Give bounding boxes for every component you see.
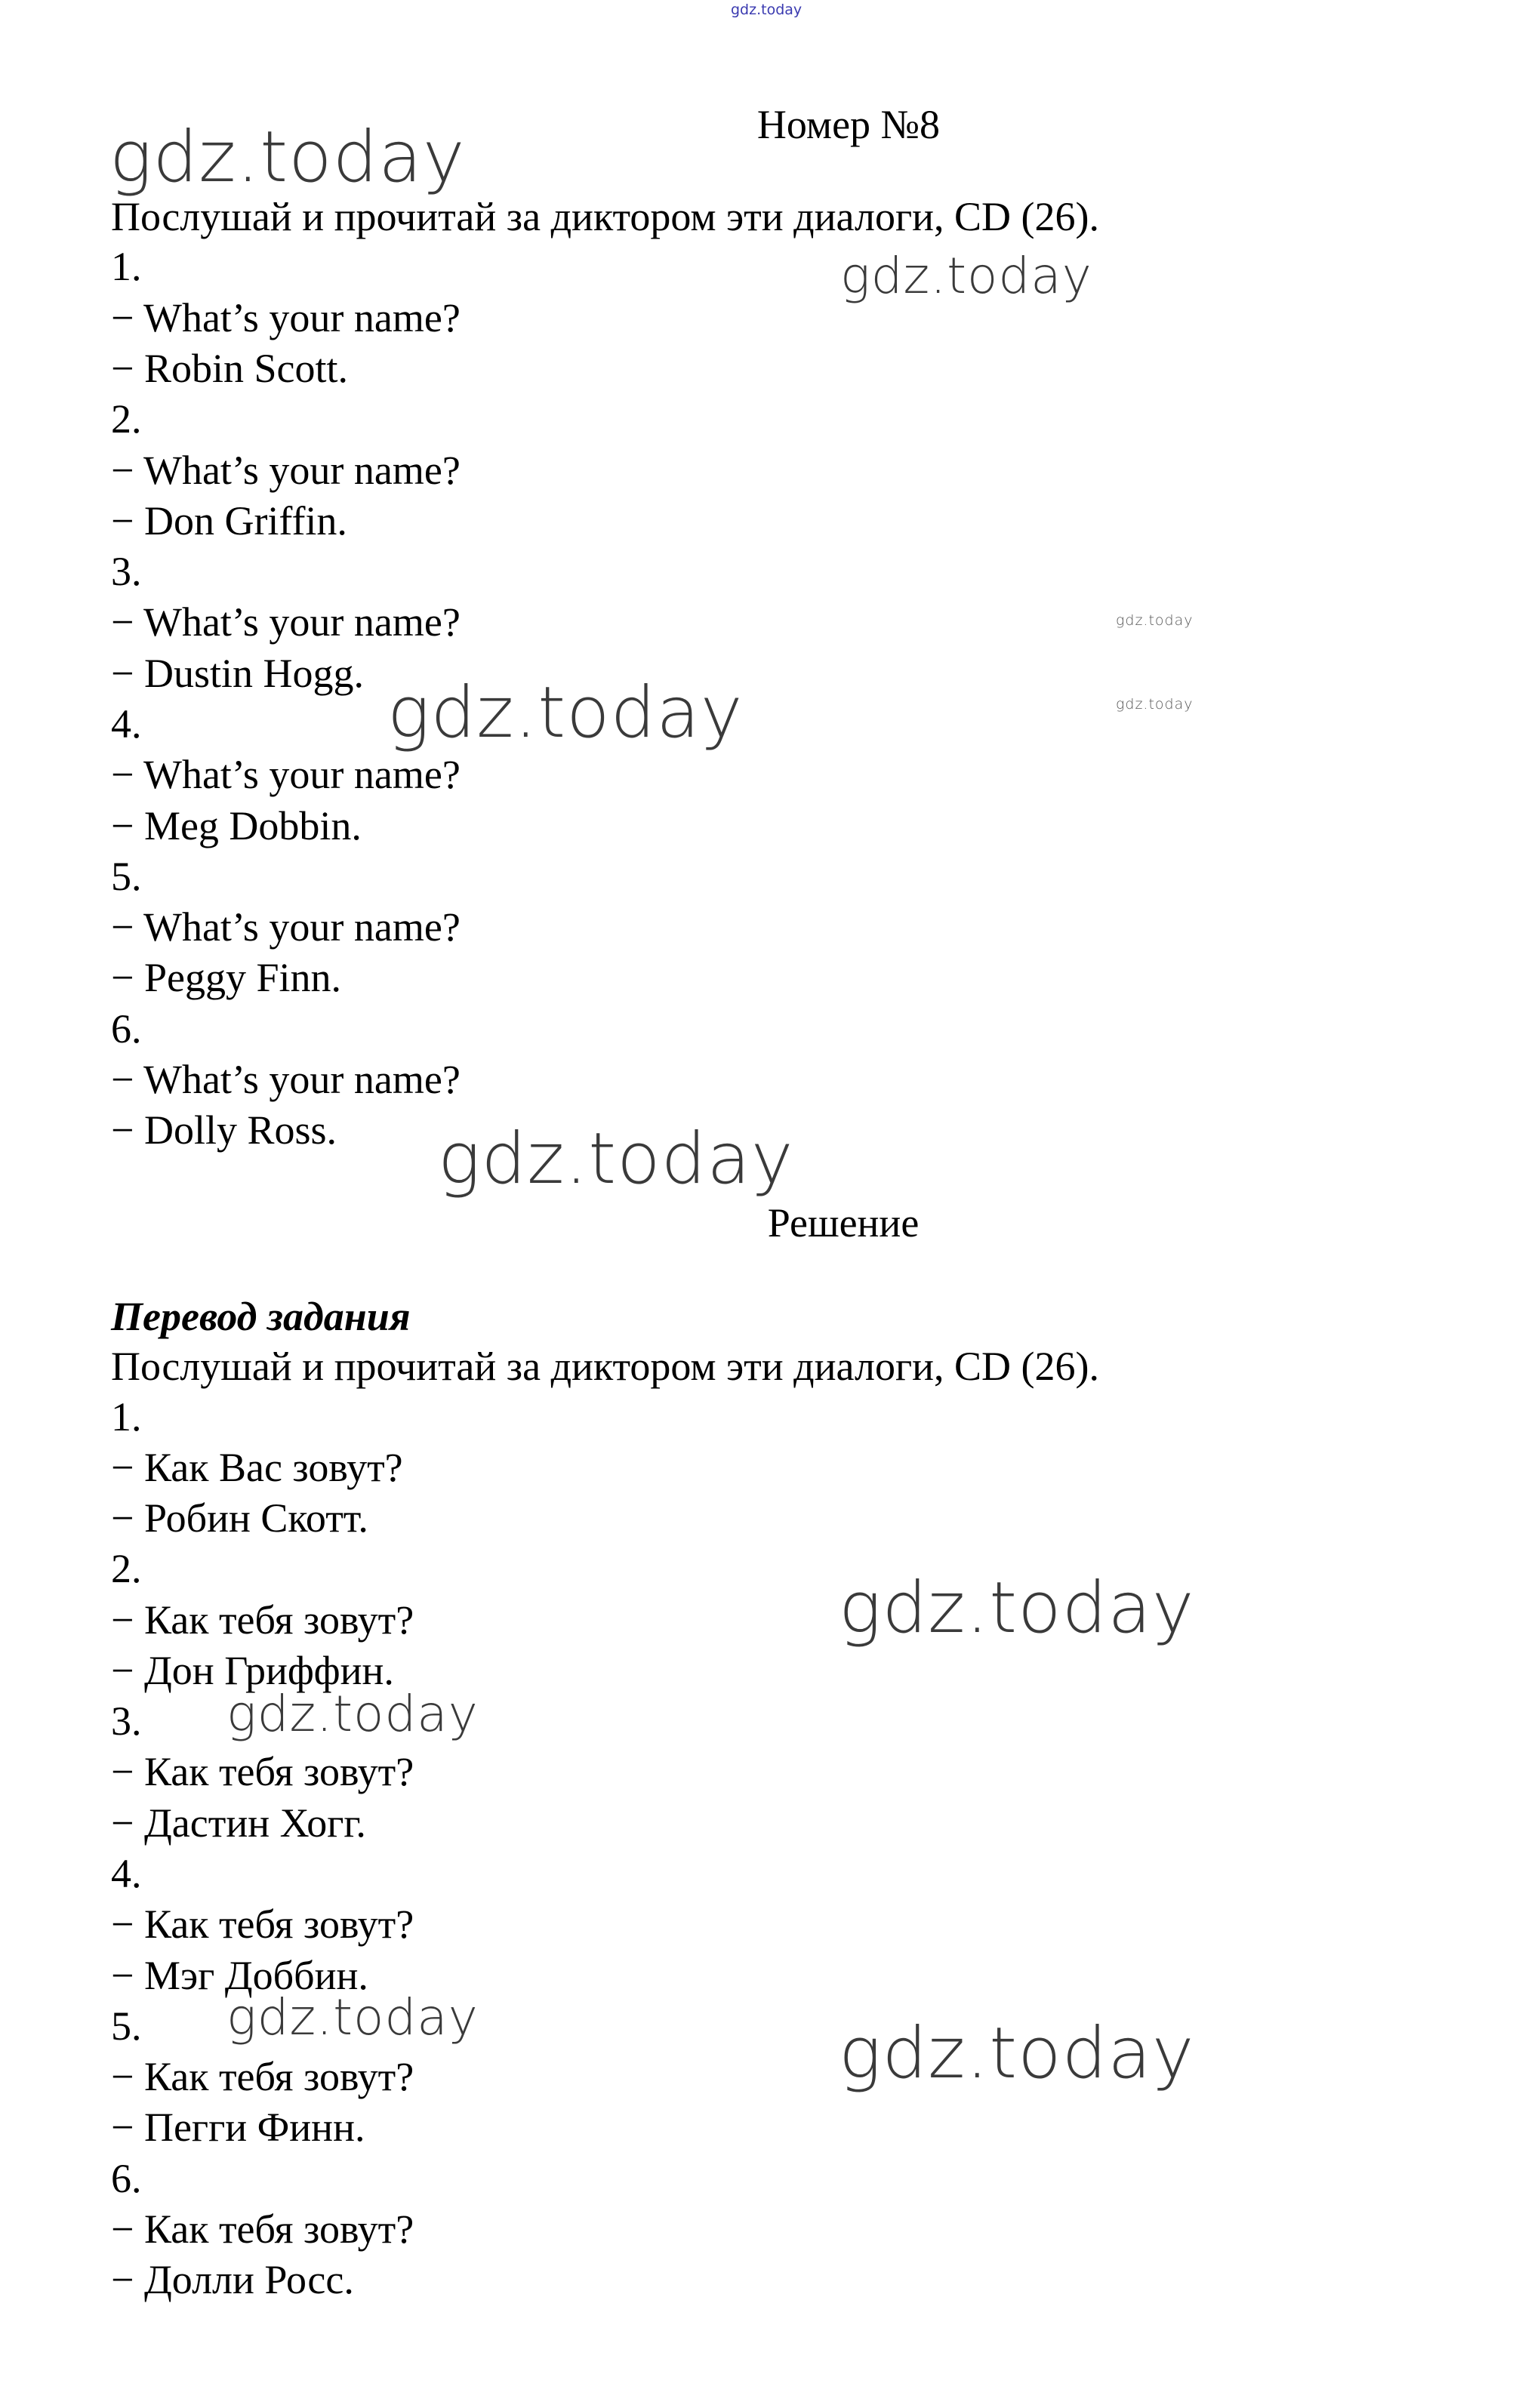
- translation-line: 4.: [111, 1851, 142, 1896]
- watermark: gdz.today: [839, 1567, 1195, 1649]
- watermark: gdz.today: [1116, 696, 1194, 713]
- exercise-instruction: Послушай и прочитай за диктором эти диалоги, CD (26).: [111, 194, 1099, 239]
- translation-line: 2.: [111, 1546, 142, 1591]
- watermark: gdz.today: [839, 2012, 1195, 2095]
- watermark: gdz.today: [438, 1118, 794, 1200]
- translation-line: − Как тебя зовут?: [111, 2054, 414, 2099]
- exercise-line: − What’s your name?: [111, 295, 461, 340]
- translation-instruction: Послушай и прочитай за диктором эти диалоги, CD (26).: [111, 1344, 1099, 1389]
- exercise-line: − Dustin Hogg.: [111, 651, 364, 696]
- watermark: gdz.today: [387, 672, 744, 754]
- exercise-line: 4.: [111, 701, 142, 747]
- exercise-line: 3.: [111, 549, 142, 594]
- translation-title: Перевод задания: [111, 1294, 411, 1339]
- watermark: gdz.today: [226, 1685, 479, 1743]
- watermark: gdz.today: [1116, 612, 1194, 629]
- translation-line: − Дон Гриффин.: [111, 1648, 394, 1693]
- exercise-line: 6.: [111, 1006, 142, 1052]
- solution-heading: Решение: [767, 1200, 920, 1246]
- exercise-line: − What’s your name?: [111, 448, 461, 493]
- top-watermark: gdz.today: [731, 2, 803, 18]
- exercise-line: − What’s your name?: [111, 904, 461, 950]
- exercise-line: 5.: [111, 854, 142, 899]
- translation-line: − Пегги Финн.: [111, 2105, 365, 2150]
- translation-line: − Долли Росс.: [111, 2257, 354, 2302]
- exercise-line: − What’s your name?: [111, 599, 461, 645]
- exercise-line: − Meg Dobbin.: [111, 803, 362, 848]
- watermark: gdz.today: [226, 1988, 479, 2046]
- translation-line: 5.: [111, 2003, 142, 2049]
- translation-line: − Как тебя зовут?: [111, 1597, 414, 1643]
- watermark: gdz.today: [109, 116, 466, 199]
- translation-line: − Как тебя зовут?: [111, 1749, 414, 1794]
- exercise-line: 2.: [111, 396, 142, 442]
- exercise-line: − Don Griffin.: [111, 498, 347, 543]
- exercise-line: 1.: [111, 244, 142, 289]
- translation-line: − Мэг Доббин.: [111, 1953, 368, 1998]
- exercise-line: − Peggy Finn.: [111, 955, 341, 1000]
- translation-line: − Дастин Хогг.: [111, 1800, 366, 1846]
- translation-line: − Робин Скотт.: [111, 1495, 368, 1541]
- exercise-line: − Dolly Ross.: [111, 1107, 337, 1153]
- translation-line: − Как Вас зовут?: [111, 1445, 403, 1490]
- exercise-line: − Robin Scott.: [111, 346, 348, 391]
- translation-line: − Как тебя зовут?: [111, 1901, 414, 1947]
- page-title: Номер №8: [756, 102, 941, 147]
- watermark: gdz.today: [840, 247, 1092, 305]
- exercise-line: − What’s your name?: [111, 752, 461, 797]
- translation-line: − Как тебя зовут?: [111, 2206, 414, 2252]
- exercise-line: − What’s your name?: [111, 1057, 461, 1102]
- translation-line: 1.: [111, 1394, 142, 1440]
- translation-line: 3.: [111, 1698, 142, 1744]
- translation-line: 6.: [111, 2156, 142, 2201]
